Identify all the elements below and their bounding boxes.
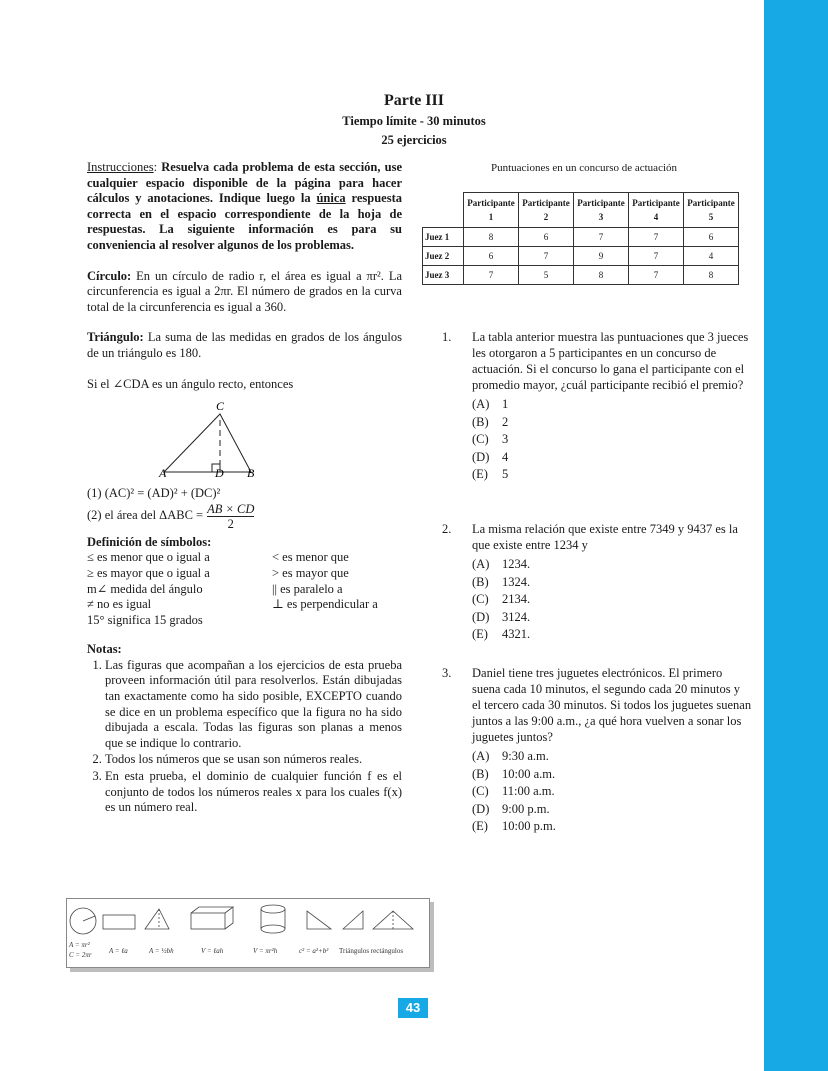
table-row: Juez 3 7 5 8 7 8 <box>423 266 739 285</box>
answer-option[interactable]: (B) 2 <box>472 414 509 429</box>
symbol-row: ≤ es menor que o igual a < es menor que <box>87 550 349 565</box>
table-header: Participante 5 <box>684 193 739 228</box>
page-header <box>0 92 828 148</box>
point-c-label: C <box>216 399 225 414</box>
point-d-label: D <box>215 466 224 479</box>
geometry-shapes-icon <box>67 899 429 967</box>
triangle-info: Triángulo: La suma de las medidas en grados de los ángulos de un triángulo es 180. <box>87 330 403 360</box>
table-header: Participante 3 <box>574 193 629 228</box>
symbol-row: ≥ es mayor que o igual a > es mayor que <box>87 565 349 580</box>
triangle-figure <box>87 396 402 478</box>
part-title: Parte III <box>384 92 444 109</box>
answer-option[interactable]: (D) 4 <box>472 449 509 464</box>
answer-option[interactable]: (E) 5 <box>472 467 509 482</box>
table-row: Juez 1 8 6 7 7 6 <box>423 228 739 247</box>
notes <box>87 642 402 816</box>
answer-option[interactable]: (C) 2134. <box>472 592 531 607</box>
scores-table <box>422 192 739 285</box>
circle-area-formula: A = πr² <box>69 941 90 949</box>
answer-option[interactable]: (D) 9:00 p.m. <box>472 801 550 816</box>
table-header: Participante 4 <box>629 193 684 228</box>
question-2: 2. La misma relación que existe entre 7349 y 9437 es la que existe entre 1234 y (A) 1234. (B) 1324. (C) 2134. (D) 3124. (E) 4321. <box>442 521 752 644</box>
table-caption: Puntuaciones en un concurso de actuación <box>490 162 678 174</box>
answer-option[interactable]: (B) 10:00 a.m. <box>472 766 556 781</box>
equation-2: (2) el área del ΔABC = $\frac{AB \times CD}{2}$ <box>87 501 255 531</box>
notes-title: Notas: <box>87 642 122 657</box>
pythagorean-formula: c² = a²+b² <box>299 947 329 955</box>
page-side-band <box>764 0 828 1071</box>
reference-column <box>87 160 402 817</box>
answer-option[interactable]: (A) 1234. <box>472 557 531 571</box>
answer-option[interactable]: (D) 3124. <box>472 609 531 624</box>
circle-info: Círculo: En un círculo de radio r, el área es igual a πr². La circunferencia es igual a 2πr. El número de grados en la curva total de la circunferencia es igual a 360. <box>87 268 403 314</box>
triangle-area-formula: A = ½bh <box>149 947 174 955</box>
box-volume-formula: V = ℓah <box>201 947 224 955</box>
circumference-formula: C = 2πr <box>69 951 92 959</box>
table-row: Juez 2 6 7 9 7 4 <box>423 247 739 266</box>
answer-option[interactable]: (C) 3 <box>472 432 509 447</box>
symbol-row: m∠ medida del ángulo || es paralelo a <box>87 581 343 596</box>
symbol-row: ≠ no es igual ⊥ es perpendicular a <box>87 597 378 612</box>
symbols-list <box>87 550 402 628</box>
right-angle-statement: Si el ∠CDA es un ángulo recto, entonces <box>87 376 294 391</box>
time-limit: Tiempo límite - 30 minutos <box>342 114 486 128</box>
question-1: 1. La tabla anterior muestra las puntuaciones que 3 jueces les otorgaron a 5 participantes en un concurso de actuación. Si el concurso lo gana el participante con el promedio mayor, ¿cuál participante recibió el premio? (A) 1 (B) 2 (C) 3 (D) 4 (E) 5 <box>442 329 752 484</box>
cylinder-volume-formula: V = πr²h <box>253 947 278 955</box>
equation-1: (1) (AC)² = (AD)² + (DC)² <box>87 486 221 501</box>
point-b-label: B <box>247 466 255 479</box>
symbols-title: Definición de símbolos: <box>87 534 212 549</box>
answer-option[interactable]: (A) 9:30 a.m. <box>472 749 549 763</box>
point-a-label: A <box>159 466 167 479</box>
table-header: Participante 1 <box>464 193 519 228</box>
table-header: Participante 2 <box>519 193 574 228</box>
page-number: 43 <box>398 998 428 1018</box>
question-3: 3. Daniel tiene tres juguetes electrónicos. El primero suena cada 10 minutos, el segundo cada 20 minutos y el tercero cada 30 minutos. Si todos los juguetes suenan juntos a las 9:00 a.m., ¿a qué hora vuelven a sonar los juguetes juntos? (A) 9:30 a.m. (B) 10:00 a.m. (C) 11:00 a.m. (D) 9:00 p.m. (E) 10:00 p.m. <box>442 665 752 836</box>
note-item: 2. Todos los números que se usan son números reales. <box>105 752 402 768</box>
note-item: 1. Las figuras que acompañan a los ejercicios de esta prueba proveen información útil para resolverlos. Están dibujadas tan exactamente como ha sido posible, EXCEPTO cuando se dice en un problema específico que la figura no ha sido dibujada a escala. Todas las figuras son planas a menos que se indique lo contrario. <box>105 658 402 752</box>
answer-option[interactable]: (E) 4321. <box>472 627 531 642</box>
special-triangles-label: Triángulos rectángulos <box>339 947 404 955</box>
answer-option[interactable]: (E) 10:00 p.m. <box>472 819 556 834</box>
exercise-count: 25 ejercicios <box>381 133 447 147</box>
rectangle-area-formula: A = ℓa <box>109 947 128 955</box>
symbol-row: 15° significa 15 grados <box>87 612 203 627</box>
formula-reference-strip <box>66 898 430 968</box>
instructions: Instrucciones: Resuelva cada problema de esta sección, use cualquier espacio disponible de la página para hacer cálculos y anotaciones. Indique luego la única respuesta correcta en el espacio correspondiente de la hoja de respuestas. La siguiente información es para su conveniencia al resolver algunos de los problemas. <box>87 160 402 252</box>
note-item: 3. En esta prueba, el dominio de cualquier función f es el conjunto de todos los números reales x para los cuales f(x) es un número real. <box>105 769 402 816</box>
answer-option[interactable]: (B) 1324. <box>472 574 531 589</box>
answer-option[interactable]: (C) 11:00 a.m. <box>472 784 555 799</box>
answer-option[interactable]: (A) 1 <box>472 397 509 411</box>
